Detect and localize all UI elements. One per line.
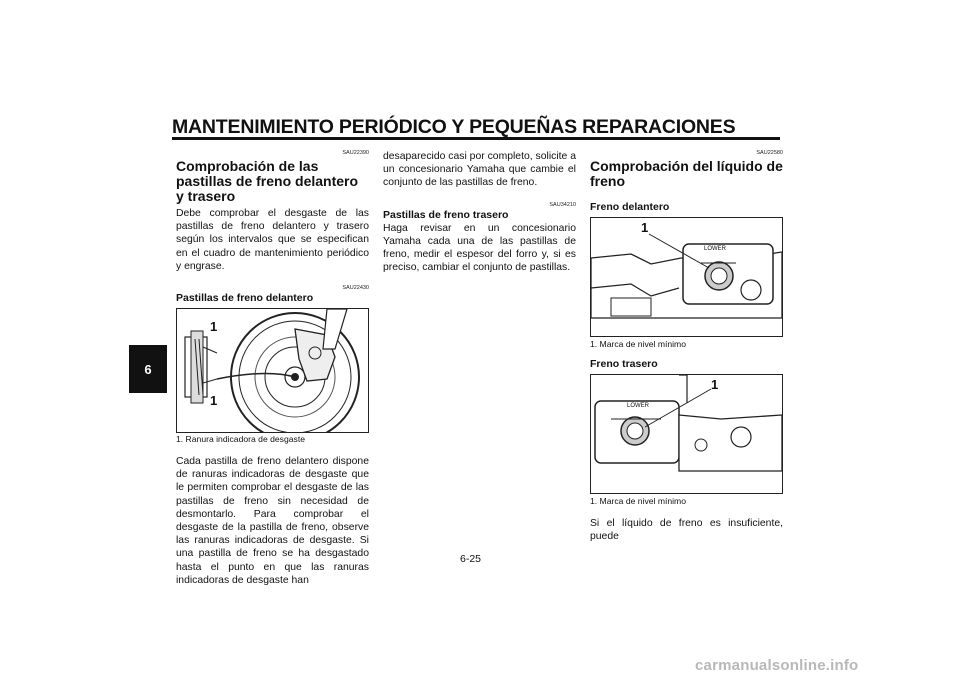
body-paragraph: Cada pastilla de freno delantero dispone de ranuras indicadoras de desgaste que le permiten comprobar el desgaste de las pastillas de freno sin necesidad de desmontarlo. Para comprobar el desgaste de la pastilla de freno, observe las ranuras indicadoras de desgaste. Si una pastilla de freno se ha desgastado hasta el punto en que las ranuras indicadoras de desgaste han [176, 456, 369, 586]
subheading-front-brake: Freno delantero [590, 201, 670, 213]
section-code: SAU22390 [342, 150, 369, 156]
subsection-code: SAU22430 [342, 285, 369, 292]
figure-front-brake-pads [176, 308, 369, 433]
figure-caption: 1. Marca de nivel mínimo [590, 496, 686, 506]
page-header-title: MANTENIMIENTO PERIÓDICO Y PEQUEÑAS REPARACIONES [172, 116, 736, 138]
figure-caption: 1. Ranura indicadora de desgaste [176, 434, 305, 445]
figure-callout: 1 [711, 377, 719, 392]
figure-rear-reservoir [590, 374, 783, 494]
section-heading-brake-fluid: Comprobación del líquido de freno [590, 158, 783, 189]
column-1 [176, 150, 369, 587]
intro-paragraph: Debe comprobar el desgaste de las pastillas de freno delantero y trasero según los intervalos que se especifican en el cuadro de mantenimiento periódico y engrase. [176, 208, 369, 272]
section-heading-brake-pads: Comprobación de las pastillas de freno delantero y trasero [176, 158, 359, 204]
chapter-tab: 6 [129, 345, 167, 393]
section-code: SAU22580 [756, 150, 783, 156]
figure-callout: 1 [641, 220, 649, 235]
header-rule [172, 137, 780, 140]
figure-callout: 1 [210, 319, 218, 335]
continuation-paragraph: desaparecido casi por completo, solicite a un concesionario Yamaha que cambie el conjunto de las pastillas de freno. [383, 151, 576, 189]
column-3 [590, 150, 783, 543]
reservoir-label: LOWER [704, 246, 727, 252]
figure-front-reservoir [590, 217, 783, 337]
figure-caption: 1. Marca de nivel mínimo [590, 339, 686, 349]
subheading-rear-brake: Freno trasero [590, 358, 658, 370]
figure-callout: 1 [210, 393, 218, 409]
reservoir-label: LOWER [627, 403, 650, 409]
subheading-rear-pads: Pastillas de freno trasero [383, 208, 509, 221]
page-number: 6-25 [460, 553, 482, 565]
rear-reservoir-illustration [591, 375, 782, 493]
body-paragraph: Haga revisar en un concesionario Yamaha cada una de las pastillas de freno, medir el espesor del forro y, si es preciso, cambiar el conjunto de pastillas. [383, 222, 576, 274]
subsection-code: SAU34210 [549, 201, 576, 208]
front-reservoir-illustration [591, 218, 782, 336]
body-paragraph: Si el líquido de freno es insuficiente, puede [590, 518, 783, 543]
subheading-front-pads: Pastillas de freno delantero [176, 292, 314, 305]
column-2 [383, 150, 576, 274]
front-brake-illustration [177, 309, 368, 432]
footer-watermark[interactable]: carmanualsonline.info [695, 657, 859, 674]
